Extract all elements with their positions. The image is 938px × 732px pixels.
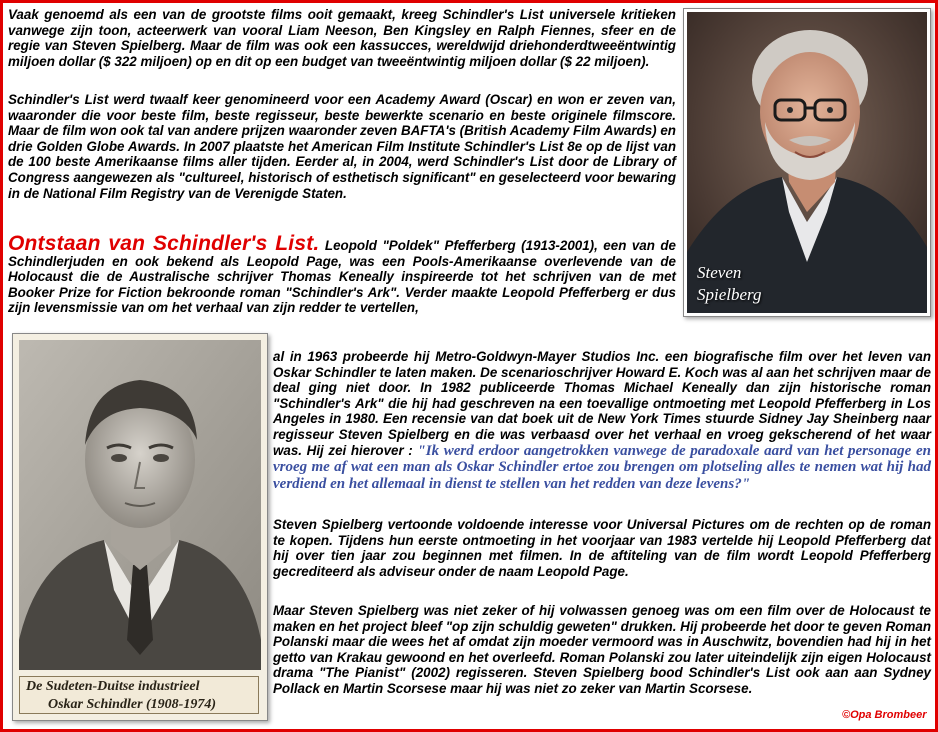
universal-paragraph: Steven Spielberg vertoonde voldoende interesse voor Universal Pictures om de rechten op de roman te kopen. Tijdens hun eerste ontmoeting in het voorjaar van 1983 vertelde hij Leopold Pfefferberg dat hij over tien jaar zou beginnen met filmen. In de aftiteling van de film wordt Leopold Pfefferberg gecrediteerd als adviseur onder de naam Leopold Page. [273,517,931,579]
doubt-paragraph: Maar Steven Spielberg was niet zeker of hij volwassen genoeg was om een film over de Holocaust te maken en het project bleef "op zijn schuldig geweten" drukken. Hij probeerde het door te geven Roman Polanski maar die wees het af omdat zijn moeder vermoord was in Auschwitz, bovendien had hij in het getto van Krakau gewoond en het overleefd. Roman Polanski zou later uiteindelijk zijn eigen Holocaust drama "The Pianist" (2002) regisseren. Steven Spielberg bood Schindler's List ook aan aan Sydney Pollack en Martin Scorsese maar hij was niet zo zeker van Martin Scorsese. [273,603,931,696]
spielberg-photo-frame [683,8,931,317]
origin-text-continued: al in 1963 probeerde hij Metro-Goldwyn-Mayer Studios Inc. een biografische film over het leven van Oskar Schindler te laten maken. De scenarioschrijver Howard E. Koch was al aan het schrijven maar de deal ging niet door. In 1982 publiceerde Thomas Michael Keneally dan zijn historische roman "Schindler's Ark" die hij had geschreven na een toevallige ontmoeting met Leopold Pfefferberg in Los Angeles in 1980. Een recensie van dat boek uit de New York Times stuurde Sidney Jay Sheinberg naar regisseur Steven Spielberg en die was verbaasd over het verhaal en vroeg gekscherend of het waar was. Hij zei hierover : [273,349,931,458]
origin-text-start: Leopold "Poldek" Pfefferberg (1913-2001), een van de Schindlerjuden en ook bekend als Leopold Page, was een Pools-Amerikaanse overlevende van de Holocaust die de Australische schrijver Thomas Keneally inspireerde tot het schrijven van de met Booker Prize for Fiction bekroonde roman "Schindler's Ark". Verder maakte Leopold Pfefferberg er dus zijn levensmissie van om het verhaal van zijn redder te vertellen, [8,238,676,316]
spielberg-caption [697,262,762,306]
schindler-photo [19,340,261,670]
spielberg-caption-line-2: Spielberg [697,285,762,304]
copyright-credit: ©Opa Brombeer [842,709,927,721]
origin-continued-paragraph [273,349,931,492]
intro-paragraph-2: Schindler's List werd twaalf keer genomineerd voor een Academy Award (Oscar) en won er zeven van, waaronder die voor beste film, beste regisseur, beste bewerkte scenario en beste originele filmscore. Maar de film won ook tal van andere prijzen waaronder zeven BAFTA's (British Academy Film Awards) en drie Golden Globe Awards. In 2007 plaatste het American Film Institute Schindler's List 8e op de lijst van de 100 beste Amerikaanse films aller tijden. Eerder al, in 2004, werd Schindler's List door de Library of Congress aangewezen als "cultureel, historisch of esthetisch significant" en geselecteerd voor bewaring in de National Film Registry van de Verenigde Staten. [8,92,676,201]
schindler-caption-line-2: Oskar Schindler (1908-1974) [48,697,217,712]
schindler-portrait-image [19,340,261,670]
section-heading: Ontstaan van Schindler's List. [8,232,320,255]
spielberg-quote: "Ik werd erdoor aangetrokken vanwege de paradoxale aard van het personage en vroeg me af wat een man als Oskar Schindler ertoe zou brengen om plotseling alles te nemen wat hij had verdiend en het allemaal in dienst te stellen van het redden van deze levens?" [273,442,931,492]
origin-paragraph [8,232,676,316]
spielberg-caption-line-1: Steven [697,263,742,282]
schindler-caption-line-1: De Sudeten-Duitse industrieel [26,679,200,694]
schindler-caption [19,676,259,714]
schindler-photo-frame [12,333,268,721]
intro-paragraph-1: Vaak genoemd als een van de grootste films ooit gemaakt, kreeg Schindler's List universele kritieken vanwege zijn toon, acteerwerk van vooral Liam Neeson, Ben Kingsley en Ralph Fiennes, sfeer en de regie van Steven Spielberg. Maar de film was ook een kassucces, wereldwijd driehonderdtweeëntwintig miljoen dollar ($ 322 miljoen) op en dit op een budget van tweeëntwintig miljoen dollar ($ 22 miljoen). [8,7,676,69]
spielberg-photo [687,12,927,313]
